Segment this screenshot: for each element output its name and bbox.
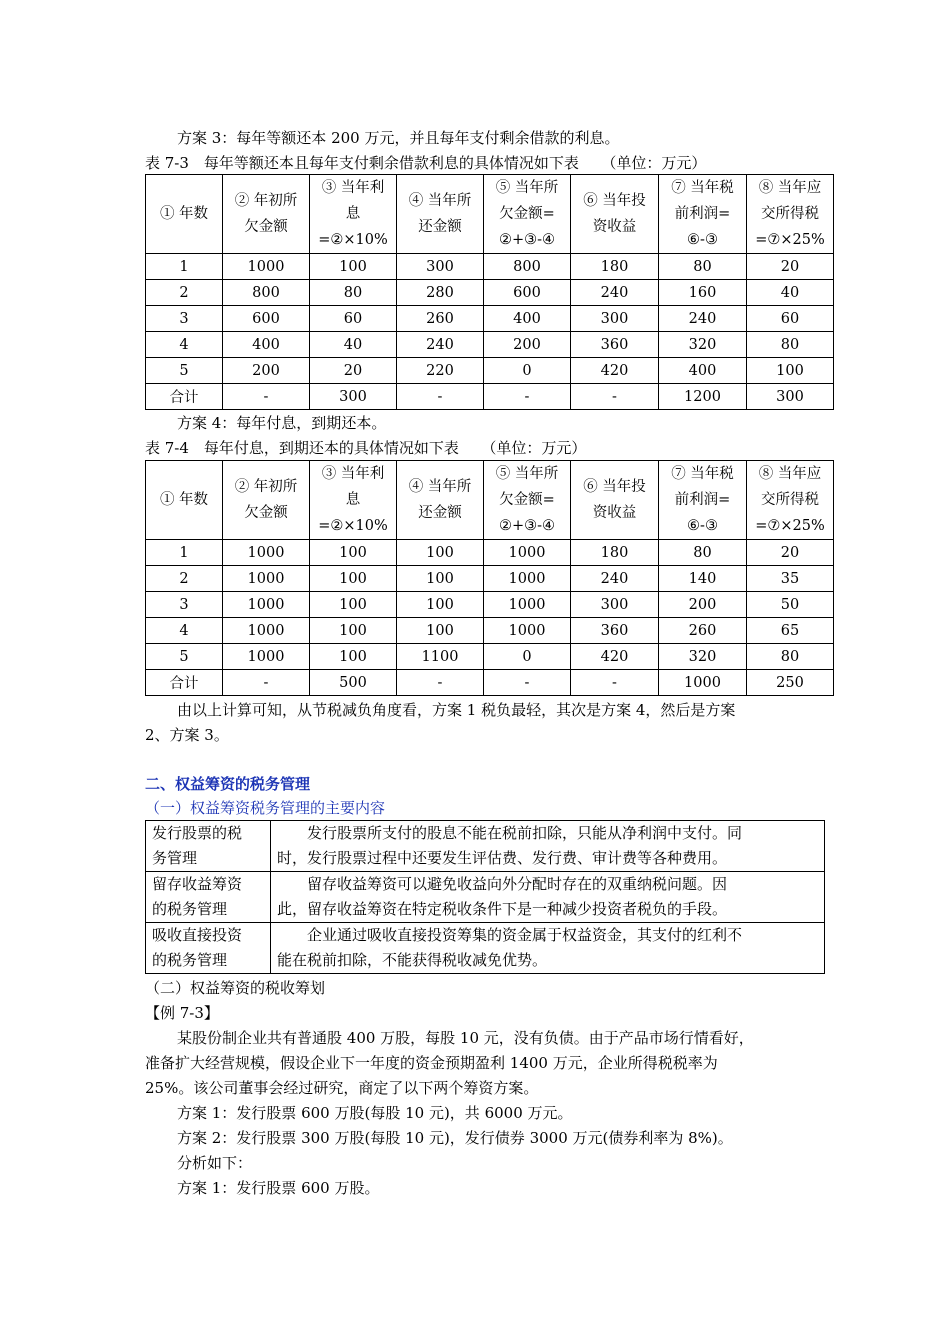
table-cell: -	[223, 384, 310, 410]
table-cell: 200	[223, 358, 310, 384]
cell-text: ⑤ 当年所	[495, 180, 559, 196]
table-cell: 320	[659, 332, 747, 358]
table-cell: 300	[571, 306, 659, 332]
table-cell: 180	[571, 254, 659, 280]
table-cell: 80	[310, 280, 397, 306]
table-cell: 0	[484, 644, 571, 670]
cell-text: 留存收益筹资可以避免收益向外分配时存在的双重纳税问题。因	[307, 875, 728, 893]
table-cell: 400	[223, 332, 310, 358]
header-remaining	[484, 461, 571, 540]
subsection-title-1: （一）权益筹资税务管理的主要内容	[145, 799, 386, 817]
cell-text: ⑥ 当年投	[583, 193, 646, 209]
table-cell: -	[571, 384, 659, 410]
cell-text: 欠金额	[244, 219, 288, 235]
table-7-4	[145, 460, 834, 696]
table3-caption: 表 7-3 每年等额还本且每年支付剩余借款利息的具体情况如下表 （单位：万元）	[145, 154, 707, 172]
table-cell: 20	[310, 358, 397, 384]
table-cell: -	[397, 670, 484, 696]
cell-text: =②×10%	[318, 232, 388, 248]
cell-text: ②+③-④	[498, 232, 556, 248]
table-cell: 80	[659, 254, 747, 280]
header-repaid	[397, 461, 484, 540]
table-cell: 100	[310, 566, 397, 592]
cell-text: 吸收直接投资	[152, 926, 243, 944]
cell-text: 时，发行股票过程中还要发生评估费、发行费、审计费等各种费用。	[277, 849, 728, 867]
table-cell: 600	[484, 280, 571, 306]
table-cell: 300	[310, 384, 397, 410]
cell-text: 资收益	[592, 505, 637, 521]
header-income-tax	[747, 461, 834, 540]
table-cell: 240	[571, 280, 659, 306]
table-cell: 160	[659, 280, 747, 306]
table-cell: 20	[747, 254, 834, 280]
cell-text: 前利润=	[674, 492, 731, 508]
table-cell: 1000	[484, 540, 571, 566]
table-cell: 420	[571, 644, 659, 670]
table-cell: 800	[484, 254, 571, 280]
cell-text: ②+③-④	[498, 518, 556, 534]
table-cell: 200	[484, 332, 571, 358]
table-cell: 合计	[146, 384, 223, 410]
cell-text: 资收益	[592, 219, 637, 235]
header-interest	[310, 461, 397, 540]
table-cell: 100	[310, 618, 397, 644]
example-line-1: 某股份制企业共有普通股 400 万股，每股 10 元，没有负债。由于产品市场行情看好，	[177, 1029, 754, 1047]
table-cell: -	[484, 670, 571, 696]
cell-text: =⑦×25%	[755, 232, 825, 248]
table-cell: 合计	[146, 670, 223, 696]
cell-text: ⑦ 当年税	[671, 466, 734, 482]
table-cell: 100	[310, 592, 397, 618]
table-cell: 1	[146, 540, 223, 566]
header-year	[146, 461, 223, 540]
table-cell: 240	[571, 566, 659, 592]
table-cell: 100	[747, 358, 834, 384]
table-row	[146, 540, 834, 566]
row-description	[271, 872, 825, 923]
cell-text: 前利润=	[674, 206, 731, 222]
table-row	[146, 872, 825, 923]
table-cell: 240	[397, 332, 484, 358]
table-cell: 200	[659, 592, 747, 618]
header-income-tax	[747, 175, 834, 254]
table-7-3	[145, 174, 834, 410]
table-cell: 100	[397, 566, 484, 592]
plan3-intro: 方案 3：每年等额还本 200 万元，并且每年支付剩余借款的利息。	[177, 129, 620, 147]
cell-text: ⑧ 当年应	[758, 180, 822, 196]
table-cell: 1100	[397, 644, 484, 670]
table-cell: 260	[659, 618, 747, 644]
table-cell: 2	[146, 280, 223, 306]
table-cell: 360	[571, 332, 659, 358]
table-cell: 4	[146, 332, 223, 358]
table-cell: -	[223, 670, 310, 696]
cell-text: ① 年数	[159, 206, 209, 222]
cell-text: 的税务管理	[152, 900, 228, 918]
table-cell: 0	[484, 358, 571, 384]
table-cell: 250	[747, 670, 834, 696]
table-row	[146, 618, 834, 644]
table-row	[146, 821, 825, 872]
table-cell: 400	[484, 306, 571, 332]
table-cell: 400	[659, 358, 747, 384]
table-cell: 80	[659, 540, 747, 566]
row-label	[146, 872, 271, 923]
table-cell: 300	[397, 254, 484, 280]
table-row	[146, 306, 834, 332]
table-cell: 3	[146, 306, 223, 332]
table-cell: 360	[571, 618, 659, 644]
table-cell: 1200	[659, 384, 747, 410]
table-cell: 1000	[223, 618, 310, 644]
example-label: 【例 7-3】	[145, 1004, 219, 1022]
table-cell: -	[571, 670, 659, 696]
cell-text: ⑦ 当年税	[671, 180, 734, 196]
cell-text: 的税务管理	[152, 951, 228, 969]
table-cell: 100	[310, 644, 397, 670]
header-investment-income	[571, 175, 659, 254]
cell-text: 此，留存收益筹资在特定税收条件下是一种减少投资者税负的手段。	[277, 900, 728, 918]
cell-text: 发行股票所支付的股息不能在税前扣除，只能从净利润中支付。同	[307, 824, 743, 842]
table-cell: 40	[747, 280, 834, 306]
table-cell: 300	[571, 592, 659, 618]
header-remaining	[484, 175, 571, 254]
analysis-label: 分析如下：	[177, 1154, 253, 1172]
cell-text: ② 年初所	[234, 479, 298, 495]
cell-text: ④ 当年所	[408, 193, 472, 209]
table-cell: 65	[747, 618, 834, 644]
table-cell: 5	[146, 358, 223, 384]
equity-financing-table	[145, 820, 825, 974]
table-cell: 600	[223, 306, 310, 332]
plan4-intro: 方案 4：每年付息，到期还本。	[177, 414, 387, 432]
table-cell: 1000	[223, 566, 310, 592]
table-cell: 20	[747, 540, 834, 566]
table-cell: 500	[310, 670, 397, 696]
table-cell: 100	[397, 540, 484, 566]
table-cell: 1	[146, 254, 223, 280]
table-cell: 300	[747, 384, 834, 410]
table-cell: 100	[310, 254, 397, 280]
cell-text: 还金额	[418, 505, 462, 521]
header-opening-debt	[223, 175, 310, 254]
cell-text: 交所得税	[761, 206, 819, 222]
header-opening-debt	[223, 461, 310, 540]
conclusion-line-1: 由以上计算可知，从节税减负角度看，方案 1 税负最轻，其次是方案 4，然后是方案	[177, 701, 736, 719]
table-cell: 40	[310, 332, 397, 358]
cell-text: ② 年初所	[234, 193, 298, 209]
table-row	[146, 332, 834, 358]
table-cell: 140	[659, 566, 747, 592]
cell-text: ⑧ 当年应	[758, 466, 822, 482]
cell-text: 务管理	[152, 849, 198, 867]
table-cell: 1000	[659, 670, 747, 696]
table-row	[146, 566, 834, 592]
header-year	[146, 175, 223, 254]
example-line-2: 准备扩大经营规模，假设企业下一年度的资金预期盈利 1400 万元，企业所得税税率为	[145, 1054, 718, 1072]
table-cell: 1000	[223, 592, 310, 618]
table-cell: 35	[747, 566, 834, 592]
table-row	[146, 254, 834, 280]
example-line-3: 25%。该公司董事会经过研究，商定了以下两个筹资方案。	[145, 1079, 539, 1097]
table-cell: 50	[747, 592, 834, 618]
table-cell: 1000	[223, 540, 310, 566]
table-cell: 100	[397, 592, 484, 618]
table-cell: 100	[397, 618, 484, 644]
header-repaid	[397, 175, 484, 254]
plan-line-3: 方案 1：发行股票 600 万股。	[177, 1179, 380, 1197]
table4-caption: 表 7-4 每年付息，到期还本的具体情况如下表 （单位：万元）	[145, 439, 587, 457]
cell-text: ④ 当年所	[408, 479, 472, 495]
table-total-row	[146, 670, 834, 696]
cell-text: 发行股票的税	[152, 824, 243, 842]
header-pretax-profit	[659, 175, 747, 254]
table-cell: 60	[310, 306, 397, 332]
row-description	[271, 923, 825, 974]
cell-text: 欠金额=	[499, 492, 555, 508]
cell-text: 还金额	[418, 219, 462, 235]
cell-text: ③ 当年利	[321, 466, 385, 482]
table-cell: 280	[397, 280, 484, 306]
cell-text: 欠金额=	[499, 206, 555, 222]
table-row	[146, 592, 834, 618]
table-cell: 320	[659, 644, 747, 670]
header-investment-income	[571, 461, 659, 540]
table-cell: 180	[571, 540, 659, 566]
table-cell: 5	[146, 644, 223, 670]
table-cell: 2	[146, 566, 223, 592]
table-row	[146, 923, 825, 974]
cell-text: =②×10%	[318, 518, 388, 534]
table-cell: 260	[397, 306, 484, 332]
header-interest	[310, 175, 397, 254]
row-description	[271, 821, 825, 872]
table-cell: 80	[747, 644, 834, 670]
table-cell: 1000	[223, 644, 310, 670]
table-cell: 1000	[484, 566, 571, 592]
table-row	[146, 358, 834, 384]
cell-text: 留存收益筹资	[152, 875, 243, 893]
table-cell: 60	[747, 306, 834, 332]
table-cell: -	[397, 384, 484, 410]
table-cell: 800	[223, 280, 310, 306]
table-cell: 1000	[223, 254, 310, 280]
table-cell: 1000	[484, 618, 571, 644]
table-cell: 1000	[484, 592, 571, 618]
table-total-row	[146, 384, 834, 410]
table-cell: 240	[659, 306, 747, 332]
table-cell: 4	[146, 618, 223, 644]
cell-text: 息	[345, 206, 361, 222]
cell-text: ⑤ 当年所	[495, 466, 559, 482]
cell-text: 欠金额	[244, 505, 288, 521]
cell-text: =⑦×25%	[755, 518, 825, 534]
cell-text: 息	[345, 492, 361, 508]
table-cell: 420	[571, 358, 659, 384]
row-label	[146, 821, 271, 872]
table-row	[146, 280, 834, 306]
header-pretax-profit	[659, 461, 747, 540]
cell-text: ① 年数	[159, 492, 209, 508]
cell-text: ⑥ 当年投	[583, 479, 646, 495]
cell-text: 交所得税	[761, 492, 819, 508]
table-cell: 3	[146, 592, 223, 618]
subsection-title-2: （二）权益筹资的税收筹划	[145, 979, 326, 997]
table-cell: 220	[397, 358, 484, 384]
section-title: 二、权益筹资的税务管理	[145, 775, 311, 793]
table3-header-row	[146, 175, 834, 254]
cell-text: ⑥-③	[687, 518, 718, 534]
cell-text: 能在税前扣除，不能获得税收减免优势。	[277, 951, 548, 969]
conclusion-line-2: 2、方案 3。	[145, 726, 229, 744]
cell-text: ③ 当年利	[321, 180, 385, 196]
table-cell: 80	[747, 332, 834, 358]
cell-text: ⑥-③	[687, 232, 718, 248]
table4-header-row	[146, 461, 834, 540]
plan-line-1: 方案 1：发行股票 600 万股(每股 10 元)，共 6000 万元。	[177, 1104, 573, 1122]
cell-text: 企业通过吸收直接投资筹集的资金属于权益资金，其支付的红利不	[307, 926, 743, 944]
plan-line-2: 方案 2：发行股票 300 万股(每股 10 元)，发行债券 3000 万元(债券利率为 8%)。	[177, 1129, 733, 1147]
table-row	[146, 644, 834, 670]
table-cell: 100	[310, 540, 397, 566]
table-cell: -	[484, 384, 571, 410]
row-label	[146, 923, 271, 974]
